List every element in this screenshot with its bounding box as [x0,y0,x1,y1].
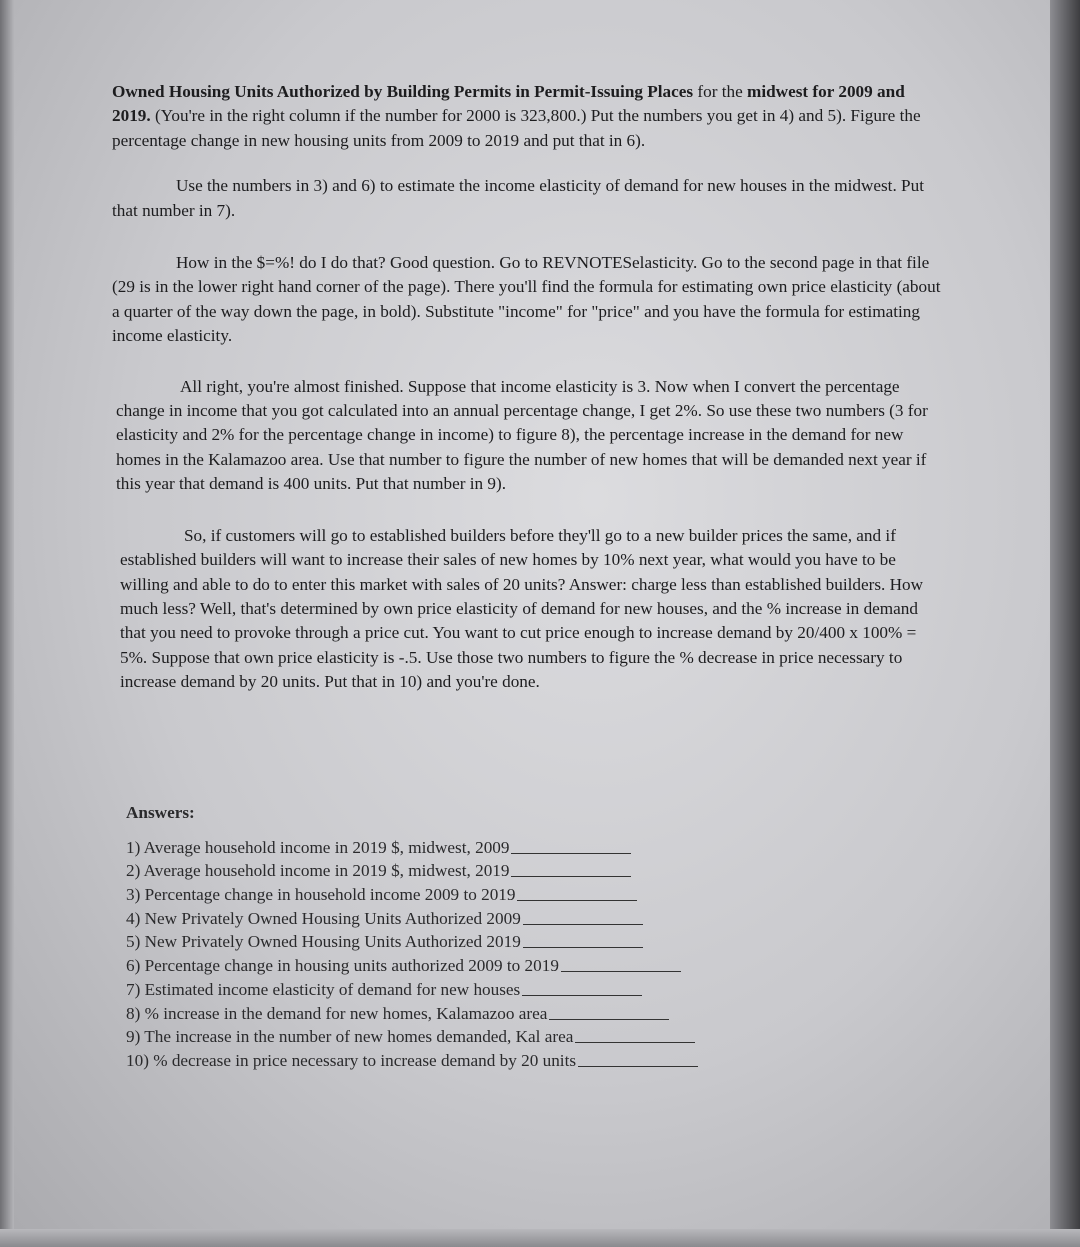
answer-blank[interactable] [523,947,643,948]
paragraph-price-cut: So, if customers will go to established builders before they'll go to a new builder prices the same, and if established builders will want to increase their sales of new homes by 10% next year, what would you have to be willing and able to do to enter this market with sales of 20 units? Answer: charge less than established builders. How much less? Well, that's determined by own price elasticity of demand for new houses, and the % increase in demand that you need to provoke through a price cut. You want to cut price enough to increase demand by 20/400 x 100% = 5%. Suppose that own price elasticity is -.5. Use those two numbers to figure the % decrease in price necessary to increase demand by 20 units. Put that in 10) and you're done. [120,525,924,692]
answer-blank[interactable] [511,876,631,877]
answer-blank[interactable] [523,924,643,925]
answer-label: 10) % decrease in price necessary to increase demand by 20 units [126,1050,577,1070]
answer-row-8 [126,1000,846,1024]
answer-label: 9) The increase in the number of new homes demanded, Kal area [126,1027,574,1047]
answer-row-4 [126,905,846,929]
paragraph-intro [112,80,942,153]
monitor-bezel-left [0,0,14,1247]
answer-blank[interactable] [549,1019,669,1020]
answer-blank[interactable] [575,1042,695,1043]
answer-label: 5) New Privately Owned Housing Units Authorized 2019 [126,932,521,952]
answer-row-6 [126,952,846,976]
answer-row-9 [126,1024,846,1048]
paragraph-kalamazoo-demand: All right, you're almost finished. Suppose that income elasticity is 3. Now when I convert the percentage change in income that you got calculated into an annual percentage change, I get 2%. So use these two numbers (3 for elasticity and 2% for the percentage change in income) to figure 8), the percentage increase in the demand for new homes in the Kalamazoo area. Use that number to figure the number of new homes that will be demanded next year if this year that demand is 400 units. Put that number in 9). [116,376,928,494]
answer-blank[interactable] [517,900,637,901]
answer-label: 2) Average household income in 2019 $, midwest, 2019 [126,861,510,881]
answers-title: Answers: [126,803,195,822]
answer-row-7 [126,976,846,1000]
answer-row-2 [126,858,846,882]
answer-label: 1) Average household income in 2019 $, midwest, 2009 [126,837,510,857]
intro-bold-heading: Owned Housing Units Authorized by Building Permits in Permit-Issuing Places [112,82,694,101]
answer-row-1 [126,834,846,858]
paragraph-income-elasticity: Use the numbers in 3) and 6) to estimate the income elasticity of demand for new houses in the midwest. Put that number in 7). [112,176,924,220]
answer-blank[interactable] [561,971,681,972]
document-body [112,80,942,695]
answer-label: 3) Percentage change in household income 2009 to 2019 [126,885,516,905]
answer-row-10 [126,1047,846,1071]
answer-blank[interactable] [578,1066,698,1067]
answer-blank[interactable] [522,995,642,996]
answer-row-3 [126,881,846,905]
answers-section [126,800,846,1071]
answer-row-5 [126,929,846,953]
answer-blank[interactable] [511,853,631,854]
answer-label: 4) New Privately Owned Housing Units Authorized 2009 [126,908,521,928]
intro-rest: (You're in the right column if the number for 2000 is 323,800.) Put the numbers you get in 4) and 5). Figure the percentage change in new housing units from 2009 to 2019 and put that in 6). [112,106,921,150]
answer-label: 8) % increase in the demand for new homes, Kalamazoo area [126,1003,548,1023]
paragraph-formula-hint: How in the $=%! do I do that? Good question. Go to REVNOTESelasticity. Go to the second page in that file (29 is in the lower right hand corner of the page). There you'll find the formula for estimating own price elasticity (about a quarter of the way down the page, in bold). Substitute "income" for "price" and you have the formula for estimating income elasticity. [112,253,941,346]
answer-label: 6) Percentage change in housing units authorized 2009 to 2019 [126,956,559,976]
monitor-bezel-right [1050,0,1080,1247]
intro-bold-region: midwest for 2009 and 2019. [112,82,905,126]
intro-connector: for the [693,82,748,101]
answer-label: 7) Estimated income elasticity of demand for new houses [126,979,521,999]
monitor-bezel-bottom [0,1229,1080,1247]
